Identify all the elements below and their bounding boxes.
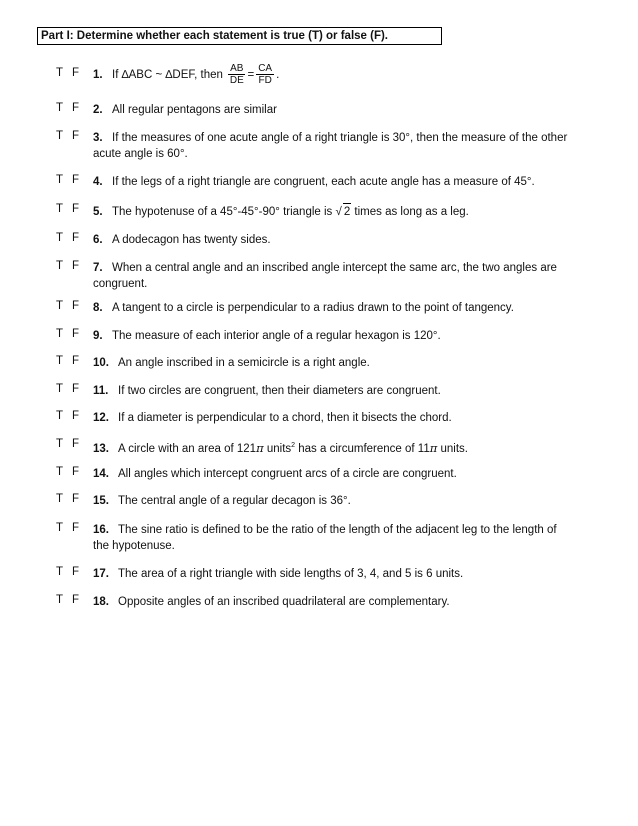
question-text	[93, 328, 573, 344]
true-false-choices	[56, 260, 86, 272]
false-option[interactable]: F	[72, 328, 80, 340]
false-option[interactable]: F	[72, 232, 80, 244]
question-number: 8.	[93, 302, 103, 314]
false-option[interactable]: F	[72, 130, 80, 142]
question-number: 12.	[93, 412, 109, 424]
true-option[interactable]: T	[56, 566, 64, 578]
question-math: A circle with an area of 121π units$^2$ has a circumference of 11π units.	[118, 440, 468, 455]
true-option[interactable]: T	[56, 594, 64, 606]
question-text	[93, 203, 573, 220]
false-option[interactable]: F	[72, 383, 80, 395]
question-text	[93, 594, 573, 610]
question-body: The area of a right triangle with side lengths of 3, 4, and 5 is 6 units.	[118, 568, 464, 580]
question-text	[93, 566, 573, 582]
question-math: If ∆ABC ~ ∆DEF, then $\frac{AB}{DE}$ = $\frac{CA}{FD}$ .	[112, 63, 280, 87]
false-option[interactable]: F	[72, 174, 80, 186]
false-option[interactable]: F	[72, 67, 80, 79]
true-false-choices	[56, 67, 86, 79]
question-body: All angles which intercept congruent arcs of a circle are congruent.	[118, 468, 457, 480]
question-body: The sine ratio is defined to be the ratio of the length of the adjacent leg to the length of the hypotenuse.	[93, 524, 557, 552]
question-text	[93, 522, 573, 554]
question-body: If two circles are congruent, then their diameters are congruent.	[118, 385, 441, 397]
true-option[interactable]: T	[56, 130, 64, 142]
question-text	[93, 493, 573, 509]
false-option[interactable]: F	[72, 300, 80, 312]
question-number: 14.	[93, 468, 109, 480]
true-option[interactable]: T	[56, 203, 64, 215]
true-false-choices	[56, 174, 86, 186]
true-false-choices	[56, 328, 86, 340]
question-text	[93, 174, 573, 190]
true-option[interactable]: T	[56, 300, 64, 312]
question-text	[93, 466, 573, 482]
question-number: 10.	[93, 357, 109, 369]
question-body: All regular pentagons are similar	[112, 104, 277, 116]
question-number: 11.	[93, 385, 109, 397]
true-option[interactable]: T	[56, 522, 64, 534]
false-option[interactable]: F	[72, 522, 80, 534]
question-text	[93, 300, 573, 316]
false-option[interactable]: F	[72, 102, 80, 114]
question-number: 13.	[93, 442, 109, 455]
question-number: 3.	[93, 132, 103, 144]
false-option[interactable]: F	[72, 466, 80, 478]
true-false-choices	[56, 383, 86, 395]
pi-symbol: π	[256, 440, 264, 455]
true-option[interactable]: T	[56, 355, 64, 367]
question-number: 1.	[93, 69, 103, 81]
question-number: 7.	[93, 262, 103, 274]
question-body: If the measures of one acute angle of a right triangle is 30°, then the measure of the other acute angle is 60°.	[93, 132, 568, 160]
pi-symbol: π	[429, 440, 438, 455]
true-option[interactable]: T	[56, 232, 64, 244]
false-option[interactable]: F	[72, 355, 80, 367]
true-false-choices	[56, 438, 86, 450]
question-text	[93, 102, 573, 118]
squared-exponent: 2	[291, 442, 296, 449]
false-option[interactable]: F	[72, 410, 80, 422]
question-text	[93, 438, 573, 457]
question-body: The central angle of a regular decagon is 36°.	[118, 495, 351, 507]
question-text	[93, 383, 573, 399]
question-number: 4.	[93, 176, 103, 188]
question-body: Opposite angles of an inscribed quadrilateral are complementary.	[118, 596, 450, 608]
question-number: 18.	[93, 596, 109, 608]
fraction-ca-fd: $\frac{CA}{FD}$	[258, 63, 273, 87]
true-false-choices	[56, 522, 86, 534]
question-text	[93, 130, 573, 162]
question-body: The measure of each interior angle of a regular hexagon is 120°.	[112, 330, 441, 342]
true-false-choices	[56, 594, 86, 606]
true-false-choices	[56, 466, 86, 478]
question-number: 17.	[93, 568, 109, 580]
question-body: When a central angle and an inscribed angle intercept the same arc, the two angles are congruent.	[93, 262, 557, 290]
question-text	[93, 61, 573, 89]
question-number: 6.	[93, 234, 103, 246]
false-option[interactable]: F	[72, 594, 80, 606]
true-false-choices	[56, 566, 86, 578]
false-option[interactable]: F	[72, 260, 80, 272]
question-text	[93, 260, 573, 292]
true-option[interactable]: T	[56, 410, 64, 422]
true-false-choices	[56, 130, 86, 142]
question-text	[93, 232, 573, 248]
true-option[interactable]: T	[56, 438, 64, 450]
true-option[interactable]: T	[56, 383, 64, 395]
question-body: A dodecagon has twenty sides.	[112, 234, 271, 246]
true-option[interactable]: T	[56, 466, 64, 478]
fraction-ab-de: $\frac{AB}{DE}$	[229, 63, 244, 87]
question-body: An angle inscribed in a semicircle is a right angle.	[118, 357, 370, 369]
question-number: 15.	[93, 495, 109, 507]
question-number: 9.	[93, 330, 103, 342]
true-option[interactable]: T	[56, 67, 64, 79]
true-option[interactable]: T	[56, 493, 64, 505]
question-text	[93, 355, 573, 371]
question-number: 2.	[93, 104, 103, 116]
radicand: 2	[343, 203, 351, 220]
true-false-choices	[56, 102, 86, 114]
sqrt-symbol: √	[335, 206, 342, 218]
true-option[interactable]: T	[56, 102, 64, 114]
true-option[interactable]: T	[56, 174, 64, 186]
true-false-choices	[56, 300, 86, 312]
true-option[interactable]: T	[56, 328, 64, 340]
section-header: Part I: Determine whether each statement is true (T) or false (F).	[37, 27, 442, 45]
false-option[interactable]: F	[72, 438, 80, 450]
false-option[interactable]: F	[72, 203, 80, 215]
similar-triangles: ∆ABC ~ ∆DEF,	[121, 69, 198, 81]
question-number: 5.	[93, 206, 103, 218]
question-body: A tangent to a circle is perpendicular to a radius drawn to the point of tangency.	[112, 302, 514, 314]
true-false-choices	[56, 355, 86, 367]
true-option[interactable]: T	[56, 260, 64, 272]
question-number: 16.	[93, 524, 109, 536]
question-body: If a diameter is perpendicular to a chord, then it bisects the chord.	[118, 412, 452, 424]
false-option[interactable]: F	[72, 493, 80, 505]
false-option[interactable]: F	[72, 566, 80, 578]
true-false-choices	[56, 203, 86, 215]
question-math: The hypotenuse of a 45°-45°-90° triangle is √ 2 times as long as a leg.	[112, 206, 469, 218]
true-false-choices	[56, 410, 86, 422]
true-false-choices	[56, 493, 86, 505]
question-body: If the legs of a right triangle are congruent, each acute angle has a measure of 45°.	[112, 176, 535, 188]
true-false-choices	[56, 232, 86, 244]
question-text	[93, 410, 573, 426]
